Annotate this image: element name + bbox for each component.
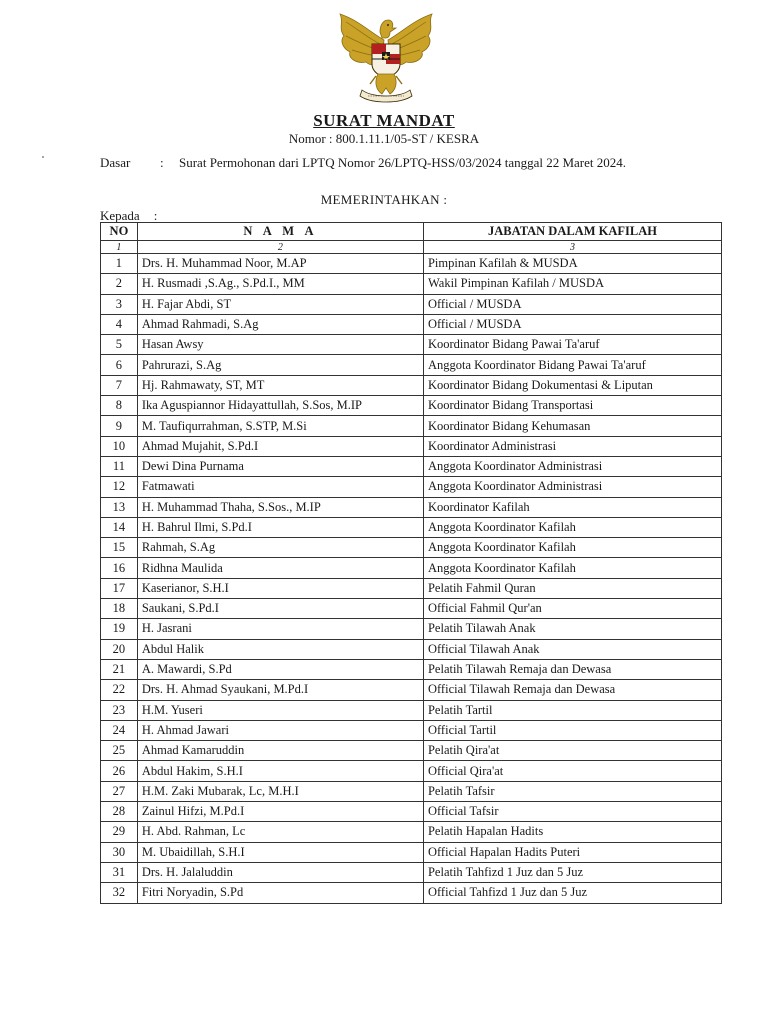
table-row: [101, 741, 722, 761]
row-number: 27: [101, 781, 138, 801]
row-nama: Dewi Dina Purnama: [137, 456, 423, 476]
table-row: [101, 700, 722, 720]
row-jabatan: Koordinator Bidang Dokumentasi & Liputan: [423, 375, 721, 395]
table-row: [101, 619, 722, 639]
row-number: 8: [101, 396, 138, 416]
table-body: [101, 254, 722, 904]
table-row: [101, 659, 722, 679]
garuda-pancasila-emblem-icon: [330, 10, 442, 106]
table-row: [101, 822, 722, 842]
row-number: 15: [101, 538, 138, 558]
document-number: Nomor : 800.1.11.1/05-ST / KESRA: [288, 131, 480, 146]
dasar-text: Surat Permohonan dari LPTQ Nomor 26/LPTQ-HSS/03/2024 tanggal 22 Maret 2024.: [179, 155, 627, 170]
row-jabatan: Pelatih Qira'at: [423, 741, 721, 761]
row-number: 16: [101, 558, 138, 578]
table-row: [101, 416, 722, 436]
row-jabatan: Official Hapalan Hadits Puteri: [423, 842, 721, 862]
row-number: 22: [101, 680, 138, 700]
row-number: 20: [101, 639, 138, 659]
row-jabatan: Anggota Koordinator Bidang Pawai Ta'aruf: [423, 355, 721, 375]
table-row: [101, 477, 722, 497]
table-row: [101, 639, 722, 659]
dasar-label: Dasar: [100, 155, 131, 170]
row-number: 11: [101, 456, 138, 476]
row-number: 17: [101, 578, 138, 598]
row-jabatan: Anggota Koordinator Kafilah: [423, 517, 721, 537]
row-jabatan: Official / MUSDA: [423, 314, 721, 334]
row-nama: H. Rusmadi ,S.Ag., S.Pd.I., MM: [137, 274, 423, 294]
table-row: [101, 761, 722, 781]
table-row: [101, 456, 722, 476]
row-number: 24: [101, 720, 138, 740]
index-3: 3: [423, 241, 721, 254]
table-row: [101, 538, 722, 558]
row-nama: Ahmad Mujahit, S.Pd.I: [137, 436, 423, 456]
row-nama: Pahrurazi, S.Ag: [137, 355, 423, 375]
row-nama: M. Ubaidillah, S.H.I: [137, 842, 423, 862]
row-nama: Drs. H. Jalaluddin: [137, 862, 423, 882]
row-nama: Abdul Halik: [137, 639, 423, 659]
row-number: 6: [101, 355, 138, 375]
row-jabatan: Anggota Koordinator Administrasi: [423, 456, 721, 476]
row-jabatan: Pimpinan Kafilah & MUSDA: [423, 254, 721, 274]
header-no: NO: [101, 223, 138, 241]
row-number: 21: [101, 659, 138, 679]
row-nama: Zainul Hifzi, M.Pd.I: [137, 802, 423, 822]
row-number: 10: [101, 436, 138, 456]
index-1: 1: [101, 241, 138, 254]
row-jabatan: Koordinator Bidang Kehumasan: [423, 416, 721, 436]
table-row: [101, 720, 722, 740]
row-nama: Ridhna Maulida: [137, 558, 423, 578]
row-number: 14: [101, 517, 138, 537]
row-number: 26: [101, 761, 138, 781]
table-row: [101, 436, 722, 456]
table-row: [101, 558, 722, 578]
kepada-colon: :: [153, 208, 158, 223]
row-number: 30: [101, 842, 138, 862]
header-jabatan: JABATAN DALAM KAFILAH: [423, 223, 721, 241]
row-nama: H. Fajar Abdi, ST: [137, 294, 423, 314]
table-row: [101, 599, 722, 619]
row-jabatan: Pelatih Fahmil Quran: [423, 578, 721, 598]
row-nama: H.M. Zaki Mubarak, Lc, M.H.I: [137, 781, 423, 801]
row-jabatan: Official / MUSDA: [423, 294, 721, 314]
row-nama: H. Ahmad Jawari: [137, 720, 423, 740]
row-jabatan: Wakil Pimpinan Kafilah / MUSDA: [423, 274, 721, 294]
table-row: [101, 883, 722, 903]
row-jabatan: Koordinator Bidang Transportasi: [423, 396, 721, 416]
kepada-label: Kepada: [100, 208, 140, 223]
row-jabatan: Pelatih Tilawah Remaja dan Dewasa: [423, 659, 721, 679]
row-jabatan: Koordinator Bidang Pawai Ta'aruf: [423, 335, 721, 355]
row-nama: Ahmad Rahmadi, S.Ag: [137, 314, 423, 334]
row-nama: H.M. Yuseri: [137, 700, 423, 720]
row-jabatan: Official Tahfizd 1 Juz dan 5 Juz: [423, 883, 721, 903]
row-nama: Drs. H. Muhammad Noor, M.AP: [137, 254, 423, 274]
row-jabatan: Official Tilawah Anak: [423, 639, 721, 659]
row-nama: A. Mawardi, S.Pd: [137, 659, 423, 679]
row-jabatan: Pelatih Hapalan Hadits: [423, 822, 721, 842]
row-jabatan: Official Tartil: [423, 720, 721, 740]
table-row: [101, 355, 722, 375]
row-number: 28: [101, 802, 138, 822]
row-jabatan: Pelatih Tafsir: [423, 781, 721, 801]
row-number: 18: [101, 599, 138, 619]
row-jabatan: Anggota Koordinator Administrasi: [423, 477, 721, 497]
row-jabatan: Pelatih Tartil: [423, 700, 721, 720]
table-row: [101, 802, 722, 822]
table-row: [101, 781, 722, 801]
row-nama: H. Abd. Rahman, Lc: [137, 822, 423, 842]
row-jabatan: Official Fahmil Qur'an: [423, 599, 721, 619]
row-number: 7: [101, 375, 138, 395]
row-nama: Abdul Hakim, S.H.I: [137, 761, 423, 781]
row-number: 23: [101, 700, 138, 720]
table-row: [101, 375, 722, 395]
table-row: [101, 335, 722, 355]
row-nama: H. Bahrul Ilmi, S.Pd.I: [137, 517, 423, 537]
table-row: [101, 578, 722, 598]
row-number: 9: [101, 416, 138, 436]
row-nama: Fitri Noryadin, S.Pd: [137, 883, 423, 903]
row-number: 32: [101, 883, 138, 903]
row-number: 5: [101, 335, 138, 355]
row-jabatan: Anggota Koordinator Kafilah: [423, 558, 721, 578]
row-number: 13: [101, 497, 138, 517]
row-number: 4: [101, 314, 138, 334]
row-nama: Saukani, S.Pd.I: [137, 599, 423, 619]
row-nama: M. Taufiqurrahman, S.STP, M.Si: [137, 416, 423, 436]
row-nama: Hasan Awsy: [137, 335, 423, 355]
row-nama: Ika Aguspiannor Hidayattullah, S.Sos, M.IP: [137, 396, 423, 416]
row-nama: H. Jasrani: [137, 619, 423, 639]
table-index-row: [101, 241, 722, 254]
row-number: 29: [101, 822, 138, 842]
row-jabatan: Koordinator Administrasi: [423, 436, 721, 456]
row-number: 3: [101, 294, 138, 314]
row-number: 31: [101, 862, 138, 882]
header-nama: N A M A: [137, 223, 423, 241]
row-jabatan: Pelatih Tahfizd 1 Juz dan 5 Juz: [423, 862, 721, 882]
kafilah-roster-table: [100, 222, 722, 904]
row-jabatan: Koordinator Kafilah: [423, 497, 721, 517]
table-header-row: [101, 223, 722, 241]
table-row: [101, 254, 722, 274]
row-number: 2: [101, 274, 138, 294]
dasar-colon: :: [160, 155, 164, 170]
document-title: SURAT MANDAT: [313, 111, 455, 130]
row-nama: Fatmawati: [137, 477, 423, 497]
row-jabatan: Official Tilawah Remaja dan Dewasa: [423, 680, 721, 700]
row-jabatan: Pelatih Tilawah Anak: [423, 619, 721, 639]
row-nama: H. Muhammad Thaha, S.Sos., M.IP: [137, 497, 423, 517]
memerintahkan-heading: MEMERINTAHKAN :: [320, 192, 448, 207]
scan-speck: [42, 156, 44, 158]
table-row: [101, 680, 722, 700]
row-nama: Ahmad Kamaruddin: [137, 741, 423, 761]
table-row: [101, 842, 722, 862]
row-number: 12: [101, 477, 138, 497]
table-row: [101, 274, 722, 294]
table-row: [101, 517, 722, 537]
row-nama: Hj. Rahmawaty, ST, MT: [137, 375, 423, 395]
row-nama: Drs. H. Ahmad Syaukani, M.Pd.I: [137, 680, 423, 700]
index-2: 2: [137, 241, 423, 254]
row-jabatan: Official Qira'at: [423, 761, 721, 781]
row-number: 19: [101, 619, 138, 639]
row-jabatan: Official Tafsir: [423, 802, 721, 822]
row-nama: Kaserianor, S.H.I: [137, 578, 423, 598]
table-row: [101, 497, 722, 517]
table-row: [101, 314, 722, 334]
table-row: [101, 862, 722, 882]
row-number: 25: [101, 741, 138, 761]
table-row: [101, 294, 722, 314]
row-nama: Rahmah, S.Ag: [137, 538, 423, 558]
row-jabatan: Anggota Koordinator Kafilah: [423, 538, 721, 558]
table-row: [101, 396, 722, 416]
row-number: 1: [101, 254, 138, 274]
